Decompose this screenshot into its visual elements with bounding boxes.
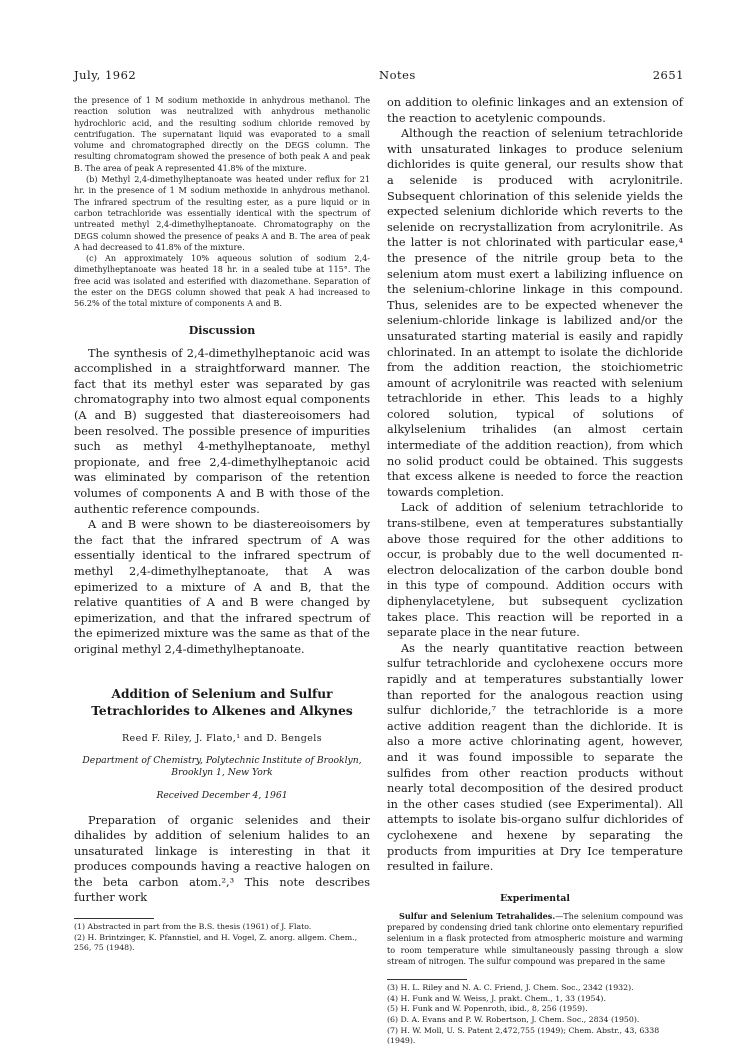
footnote: (5) H. Funk and W. Popenroth, ibid., 8, 256 (1959). — [387, 1004, 588, 1014]
affiliation-line: Department of Chemistry, Polytechnic Institute of Brooklyn, — [82, 754, 362, 766]
received-date: Received December 4, 1961 — [156, 789, 288, 801]
footnote: (1) Abstracted in part from the B.S. thesis (1961) of J. Flato. — [74, 922, 312, 932]
issue-date: July, 1962 — [74, 68, 137, 82]
article-title — [74, 686, 370, 720]
experimental-text: —The selenium compound was prepared by condensing dried tank chlorine onto elementary repurified selenium in a flask protected from atmospheric moisture and warming to room temperature while simultaneously passing through a slow stream of nitrogen. The sulfur compound was prepared in the same — [387, 910, 683, 966]
footnote: (2) H. Brintzinger, K. Pfannstiel, and H. Vogel, Z. anorg. allgem. Chem., 256, 75 (1948). — [74, 932, 358, 953]
right-column — [387, 95, 683, 1047]
footnote: (3) H. L. Riley and N. A. C. Friend, J. Chem. Soc., 2342 (1932). — [387, 983, 634, 993]
experimental-paragraph-c: (c) An approximately 10% aqueous solution of sodium 2,4-dimethylheptanoate was heated 18 hr. in a sealed tube at 115°. The free acid was isolated and esterified with diazomethane. Separation of the ester on the DEGS column showed that peak A had increased to 56.2% of the total mixture of components A and B. — [74, 253, 370, 309]
left-column — [74, 95, 370, 954]
body-paragraph: Although the reaction of selenium tetrachloride with unsaturated linkages to produce selenium dichlorides is quite general, our results show that a selenide is produced with acrylonitrile. Subsequent chlorination of this selenide yields the expected selenium dichloride which reverts to the selenide on recrystallization from acrylonitrile. As the latter is not chlorinated with particular ease,⁴ the presence of the nitrile group beta to the selenium atom must exert a labilizing influence on the selenium-chlorine linkage in this compound. Thus, selenides are to be expected whenever the selenium-chloride linkage is labilized and/or the unsaturated starting material is easily and rapidly chlorinated. In an attempt to isolate the dichloride from the addition reaction, the stoichiometric amount of acrylonitrile was reacted with selenium tetrachloride in ether. This leads to a highly colored solution, typical of solutions of alkylselenium trihalides (an almost certain intermediate of the addition reaction), from which no solid product could be obtained. This suggests that excess alkene is needed to force the reaction towards completion. — [387, 127, 683, 499]
affiliation-line: Brooklyn 1, New York — [171, 766, 273, 778]
section-name: Notes — [379, 68, 416, 82]
discussion-paragraph: The synthesis of 2,4-dimethylheptanoic acid was accomplished in a straightforward manner. The fact that its methyl ester was separated by gas chromatography into two almost equal components (A and B) suggested that diastereoisomers had been resolved. The possible presence of impurities such as methyl 4-methylheptanoate, methyl propionate, and free 2,4-dimethylheptanoic acid was eliminated by comparison of the retention volumes of components A and B with those of the authentic reference compounds. — [74, 346, 370, 516]
footnote: (7) H. W. Moll, U. S. Patent 2,472,755 (1949); Chem. Abstr., 43, 6338 (1949). — [387, 1025, 660, 1046]
affiliation — [74, 755, 370, 779]
experimental-heading: Experimental — [500, 892, 570, 904]
body-paragraph: Lack of addition of selenium tetrachloride to trans-stilbene, even at temperatures substantially above those required for the other additions to occur, is probably due to the well documented π-electron delocalization of the carbon double bond in this type of compound. Addition occurs with diphenylacetylene, but subsequent cyclization takes place. This reaction will be reported in a separate place in the near future. — [387, 501, 683, 640]
discussion-paragraph: A and B were shown to be diastereoisomers by the fact that the infrared spectrum of A was essentially identical to the infrared spectrum of methyl 2,4-dimethylheptanoate, that A was epimerized to a mixture of A and B, that the relative quantities of A and B were changed by epimerization, and that the infrared spectrum of the epimerized mixture was the same as that of the original methyl 2,4-dimethylheptanoate. — [74, 518, 370, 656]
discussion-heading: Discussion — [188, 323, 256, 337]
introduction-paragraph: Preparation of organic selenides and their dihalides by addition of selenium halides to an unsaturated linkage is interesting in that it produces compounds having a reactive halogen on the beta carbon atom.²,³ This note describes further work — [74, 813, 370, 905]
page-number: 2651 — [652, 68, 684, 82]
body-paragraph: As the nearly quantitative reaction between sulfur tetrachloride and cyclohexene occurs more rapidly and at temperatures substantially lower than reported for the analogous reaction using sulfur dichloride,⁷ the tetrachloride is a more active addition reagent than the dichloride. It is also a more active chlorinating agent, however, and it was found impossible to separate the sulfides from other reaction products without nearly total decomposition of the desired product in the other cases studied (see Experimental). All attempts to isolate bis-organo sulfur dichlorides of cyclohexene and hexene by separating the products from impurities at Dry Ice temperature resulted in failure. — [387, 641, 683, 874]
author-list: Reed F. Riley, J. Flato,¹ and D. Bengels — [122, 732, 322, 744]
article-title-line: Tetrachlorides to Alkenes and Alkynes — [91, 703, 353, 718]
experimental-continued-paragraph: the presence of 1 M sodium methoxide in anhydrous methanol. The reaction solution was neutralized with anhydrous methanolic hydrochloric acid, and the resulting sodium chloride removed by centrifugation. The supernatant liquid was evaporated to a small volume and chromatographed directly on the DEGS column. The resulting chromatogram showed the presence of both peak A and peak B. The area of peak A represented 41.8% of the mixture. — [74, 95, 370, 173]
footnote: (6) D. A. Evans and P. W. Robertson, J. Chem. Soc., 2834 (1950). — [387, 1014, 640, 1024]
footnote-divider — [74, 918, 154, 919]
footnote: (4) H. Funk and W. Weiss, J. prakt. Chem., 1, 33 (1954). — [387, 993, 606, 1003]
body-paragraph: on addition to olefinic linkages and an extension of the reaction to acetylenic compounds. — [387, 96, 683, 125]
experimental-run-in-heading: Sulfur and Selenium Tetrahalides. — [399, 910, 556, 921]
experimental-paragraph — [387, 911, 683, 967]
footnote-divider — [387, 979, 467, 980]
article-title-line: Addition of Selenium and Sulfur — [111, 686, 333, 701]
experimental-paragraph-b: (b) Methyl 2,4-dimethylheptanoate was heated under reflux for 21 hr. in the presence of 1 M sodium methoxide in anhydrous methanol. The infrared spectrum of the resulting ester, as a pure liquid or in carbon tetrachloride was essentially identical with the spectrum of untreated methyl 2,4-dimethylheptanoate. Chromatography on the DEGS column showed the presence of peaks A and B. The area of peak A had decreased to 41.8% of the mixture. — [74, 174, 370, 252]
